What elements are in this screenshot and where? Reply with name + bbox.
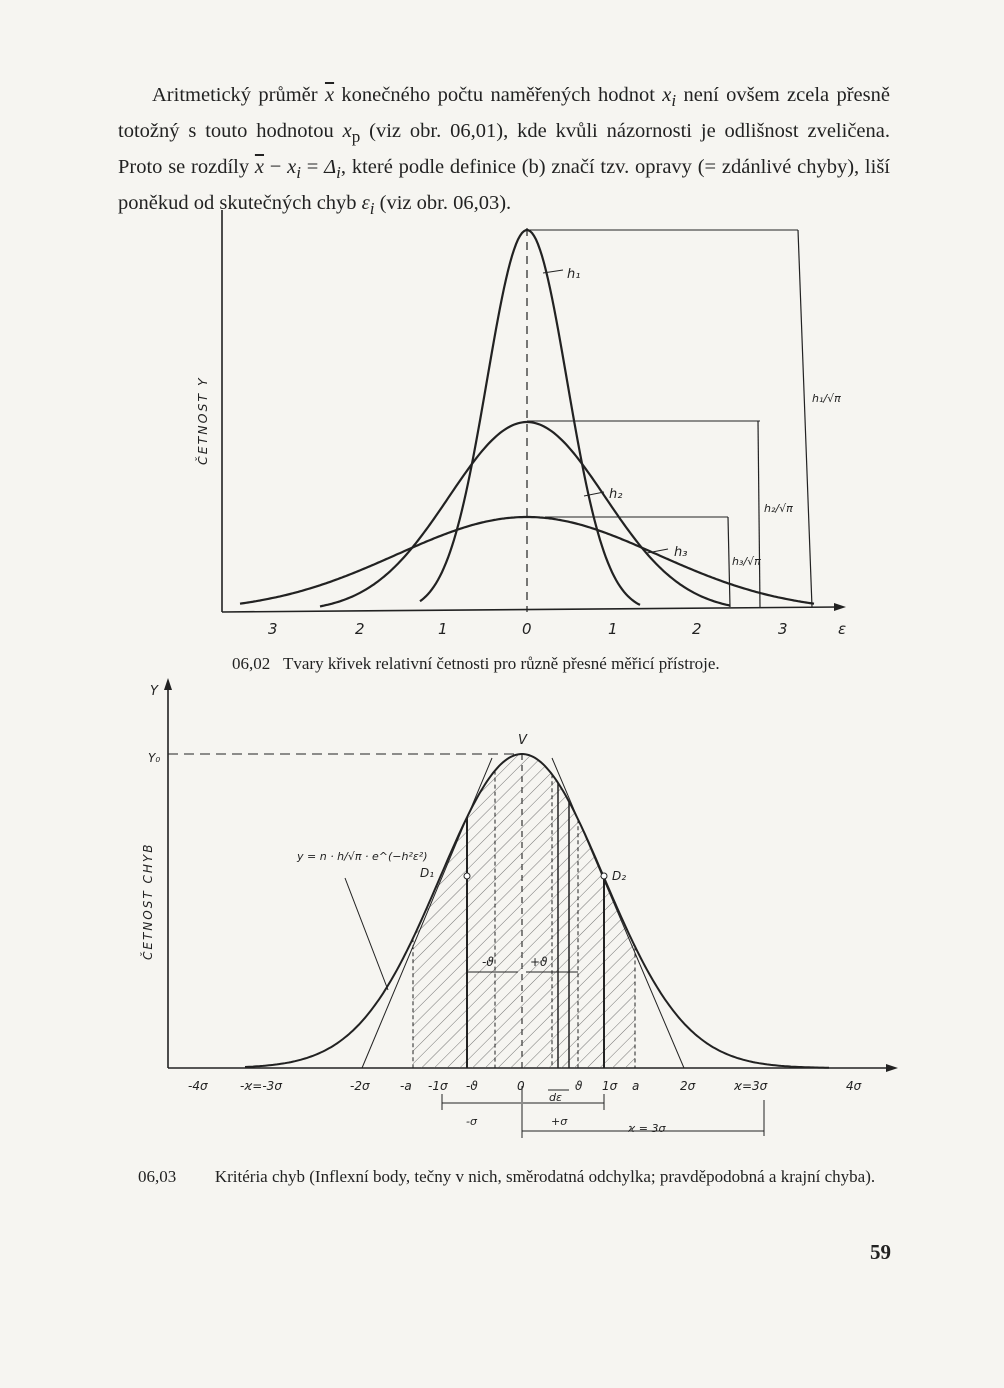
f2-inflection-right-label: D₂ [612,869,627,883]
text-run: konečného počtu naměřených hodnot [334,84,663,106]
f1-x-tick-label: 0 [522,620,532,638]
f1-x-tick-label: 3 [268,620,278,638]
f2-y-arrow [164,678,172,690]
text-run: není ovšem zcela přesně totožný s touto hodnotou [118,84,890,143]
f1-x-tick-label: 3 [778,620,788,638]
caption-text: Kritéria chyb (Inflexní body, tečny v nich, směrodatná odchylka; pravděpodobná a krajní chyba). [214,1167,876,1186]
text-run: = [301,156,325,179]
f2-x-tick-label: 1σ [602,1079,618,1093]
f2-hatched-area [413,740,635,1070]
f2-y0-label: Y₀ [148,751,161,765]
f2-x-tick-label: -ϑ [466,1079,478,1093]
f2-x-tick-label: -2σ [350,1079,370,1093]
math-x-bar: $\overline{x}$ [254,156,265,179]
f1-x-axis [222,607,840,612]
f1-x-tick-label: 1 [608,620,618,638]
f1-x-arrow [834,603,846,611]
caption-text: Tvary křivek relativní četnosti pro různě přesné měřicí přístroje. [283,654,720,673]
text-run: (viz obr. 06,03). [374,192,512,215]
f2-x-tick-label: -4σ [188,1079,208,1093]
text-run: (viz obr. 06,01), kde kvůli názornosti je odlišnost zveličena. Proto se rozdíly [118,120,890,179]
f2-x-tick-label: 4σ [846,1079,862,1093]
f2-x-tick-label: -ϰ=-3σ [240,1079,282,1093]
f1-label-h1: h₁ [567,267,581,282]
math-delta: Δ [324,156,337,179]
figure-1-caption [232,654,832,674]
f2-vertex-label: V [518,733,527,748]
f1-x-tick-label: 2 [355,620,365,638]
f2-tick-labels [188,1079,862,1093]
math-x-bar: $\overline{x}$ [324,84,335,106]
text-run: , které podle definice (b) značí tzv. opravy (= zdánlivé chyby), liší poněkud od skutečných chyb [118,156,890,215]
f1-height-label-h3: h₃/√π [732,555,761,568]
f2-plus-sigma-label: +σ [551,1115,568,1128]
f2-x-tick-label: -1σ [428,1079,448,1093]
f2-y-label: Y [150,684,158,699]
f2-y-axis-label: ČETNOST CHYB [141,842,155,960]
f1-curve-h1 [420,230,640,605]
f2-formula: y = n · h/√π · e^(−h²ε²) [297,850,428,863]
figure-2 [140,678,898,1138]
math-sub: i [296,163,301,183]
f2-x-tick-label: a [632,1079,640,1093]
caption-number: 06,02 [232,654,271,673]
f1-h3-dim [728,517,730,607]
f2-x-tick-label: ϑ [575,1079,583,1093]
f2-minus-theta-label: -ϑ [482,955,494,969]
math-sub: i [369,199,375,219]
f1-height-label-h1: h₁/√π [812,392,841,405]
f1-h1-dim [798,230,812,607]
f1-x-tick-label: 2 [692,620,702,638]
f2-minus-sigma-label: -σ [466,1115,477,1128]
f2-kappa-label: ϰ = 3σ [628,1122,666,1135]
figure-1 [195,210,846,638]
f2-x-tick-label: 2σ [680,1079,696,1093]
f2-x-arrow [886,1064,898,1072]
f2-formula-pointer [345,878,388,990]
f2-d-eps-label: dε [549,1091,562,1104]
math-epsilon: ε [361,192,370,215]
page-number: 59 [870,1240,891,1264]
f1-label-h3: h₃ [674,545,688,560]
math-x: x [287,156,297,179]
f2-plus-theta-label: +ϑ [530,955,548,969]
f1-x-tick-label: 1 [438,620,448,638]
f1-label-h2: h₂ [609,487,623,502]
f2-inflection-left-label: D₁ [420,866,435,880]
text-run: Aritmetický průměr [152,84,325,106]
f1-y-axis-label: ČETNOST Y [195,376,210,465]
f2-inflection-right [601,873,607,879]
math-x: x [342,120,352,143]
caption-number: 06,03 [138,1167,177,1186]
math-sub: p [351,127,361,147]
f1-x-axis-label: ε [838,620,847,638]
f2-x-tick-label: 0 [517,1079,525,1093]
math-sub: i [336,163,341,183]
f1-h2-dim [758,421,760,607]
f1-tick-labels [268,620,788,638]
text-run: − [264,156,288,179]
f2-x-tick-label: ϰ=3σ [734,1079,768,1093]
f1-curve-h2 [320,422,730,606]
f1-height-label-h2: h₂/√π [764,502,793,515]
f2-x-tick-label: -a [400,1079,412,1093]
math-x: x [662,84,672,106]
f2-inflection-left [464,873,470,879]
math-sub: i [671,91,677,111]
